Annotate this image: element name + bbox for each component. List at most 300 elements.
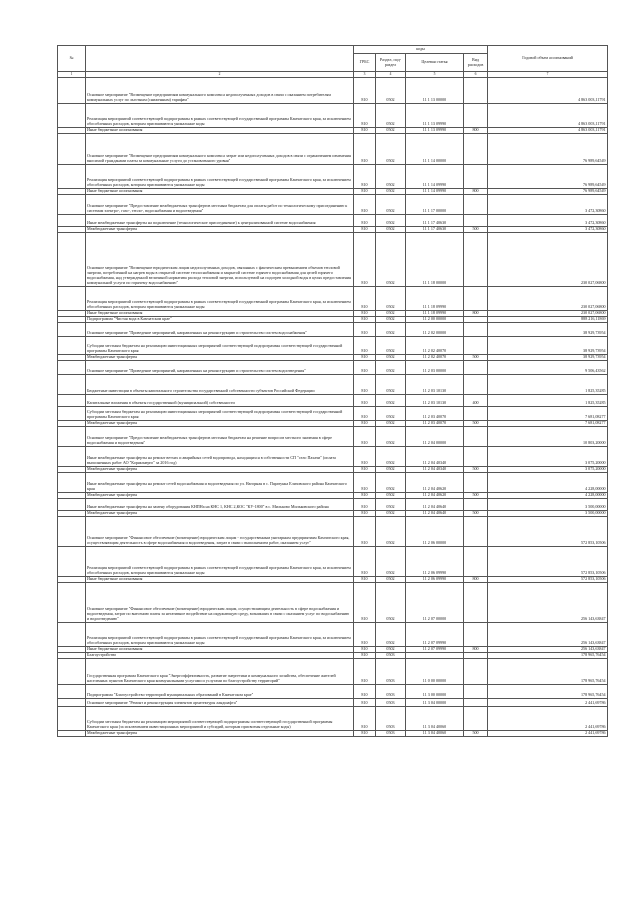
row-name-cell: Основное мероприятие "Возмещение предприятиям коммунального комплекса недополученных доходов в связи с оказанием потребителям коммунальных услуг по льготным (сниженным) тарифам" [86,78,354,104]
table-row [58,233,608,287]
row-target-cell: 11 1 13 00000 [406,78,464,104]
row-exp-type-cell [464,323,488,337]
row-name-cell: Иные бюджетные ассигнования [86,577,354,583]
row-target-cell: 11 2 03 10130 [406,395,464,407]
row-name-cell: Межбюджетные трансферты [86,511,354,517]
row-sum-cell: 1 825,35285 [488,375,608,395]
row-section-cell: 0502 [376,128,406,134]
row-section-cell: 0502 [376,407,406,421]
row-number-cell [58,287,86,311]
table-row [58,447,608,467]
row-section-cell: 0502 [376,421,406,427]
row-target-cell: 11 2 00 00000 [406,317,464,323]
row-number-cell [58,707,86,731]
row-exp-type-cell [464,473,488,493]
row-number-cell [58,685,86,699]
table-row [58,134,608,165]
row-name-cell: Подпрограмма "Благоустройство территорий муниципальных образований в Камчатском крае" [86,685,354,699]
row-section-cell: 0503 [376,653,406,659]
row-number-cell [58,447,86,467]
row-name-cell: Межбюджетные трансферты [86,421,354,427]
table-header [58,46,608,78]
row-grbs-cell: 810 [354,78,376,104]
row-grbs-cell: 810 [354,128,376,134]
row-name-cell: Иные межбюджетные трансферты на ремонт ветхих и аварийных сетей водопровода, находящихся в собственности СП "село Пахачи" (оплата выполненных работ АО "Корякэнерго" за 2016 год) [86,447,354,467]
row-exp-type-cell: 500 [464,421,488,427]
row-exp-type-cell [464,685,488,699]
row-sum-cell: 4 228,00000 [488,473,608,493]
row-exp-type-cell: 800 [464,577,488,583]
row-number-cell [58,134,86,165]
row-grbs-cell: 810 [354,707,376,731]
row-exp-type-cell [464,375,488,395]
row-sum-cell: 76 989,64549 [488,165,608,189]
row-target-cell: 11 2 02 40070 [406,337,464,355]
row-target-cell: 11 2 04 00000 [406,427,464,447]
row-name-cell: Государственная программа Камчатского края "Энергоэффективность, развитие энергетики и коммунального хозяйства, обеспечение жителей населенных пунктов Камчатского края коммунальными услугами и услугами по благоустройству территорий" [86,659,354,685]
row-exp-type-cell [464,583,488,623]
table-row [58,499,608,511]
row-sum-cell: 7 681,08277 [488,421,608,427]
table-row [58,361,608,375]
row-sum-cell: 230 027,06800 [488,233,608,287]
row-grbs-cell: 810 [354,361,376,375]
row-number-cell [58,499,86,511]
row-exp-type-cell [464,547,488,577]
row-section-cell: 0502 [376,427,406,447]
row-exp-type-cell [464,215,488,227]
row-grbs-cell: 810 [354,215,376,227]
row-name-cell: Основное мероприятие "Возмещение юридическим лицам недополученных доходов, связанных с фактическим превышением объемов тепловой энергии, потребленной на нагрев воды в открытой системе теплоснабжения и закрытой системе горячего водоснабжения для целей горячего водоснабжения, над утвержденной величиной норматива расхода тепловой энергии, используемой на подогрев холодной воды в целях предоставления коммунальной услуги по горячему водоснабжению" [86,233,354,287]
row-sum-cell: 572 853,10506 [488,547,608,577]
row-section-cell: 0502 [376,583,406,623]
row-number-cell [58,659,86,685]
header-num-4: 4 [376,72,406,78]
budget-table [57,45,608,737]
row-number-cell [58,78,86,104]
row-exp-type-cell: 500 [464,493,488,499]
row-target-cell: 11 3 04 40060 [406,707,464,731]
row-grbs-cell: 810 [354,395,376,407]
row-grbs-cell: 810 [354,699,376,707]
row-sum-cell: 4 228,00000 [488,493,608,499]
table-row [58,215,608,227]
row-name-cell: Благоустройство [86,653,354,659]
table-row [58,659,608,685]
row-target-cell: 11 1 17 40630 [406,215,464,227]
table-row [58,427,608,447]
row-grbs-cell: 810 [354,659,376,685]
row-sum-cell: 256 143,63847 [488,623,608,647]
row-target-cell: 11 2 07 09990 [406,623,464,647]
row-sum-cell: 2 441,69786 [488,731,608,737]
row-grbs-cell: 810 [354,511,376,517]
row-section-cell: 0502 [376,215,406,227]
row-name-cell: Подпрограмма "Чистая вода в Камчатском крае" [86,317,354,323]
row-grbs-cell: 810 [354,233,376,287]
row-section-cell: 0502 [376,493,406,499]
row-section-cell: 0502 [376,195,406,215]
row-sum-cell: 230 027,06800 [488,287,608,311]
row-number-cell [58,215,86,227]
row-target-cell: 11 2 04 40340 [406,467,464,473]
row-grbs-cell: 810 [354,323,376,337]
row-sum-cell: 3 500,00000 [488,511,608,517]
row-target-cell: 11 2 04 40640 [406,511,464,517]
row-exp-type-cell: 500 [464,355,488,361]
row-exp-type-cell: 400 [464,395,488,407]
row-name-cell: Межбюджетные трансферты [86,227,354,233]
table-row [58,707,608,731]
row-name-cell: Основное мероприятие "Финансовое обеспечение (возмещение) юридическим лицам, осуществляющим деятельность в сфере водоснабжения и водоотведения, затрат по внесению платы за негативное воздействие на окружающую среду, возникших в связи с оказанием услуг по водоснабжению и водоотведению" [86,583,354,623]
row-exp-type-cell: 500 [464,467,488,473]
row-number-cell [58,473,86,493]
row-target-cell: 11 2 04 40340 [406,447,464,467]
table-row [58,104,608,128]
row-grbs-cell: 810 [354,421,376,427]
row-exp-type-cell [464,337,488,355]
row-sum-cell: 1 825,35285 [488,395,608,407]
row-target-cell: 11 2 04 40620 [406,473,464,493]
row-target-cell: 11 3 04 40060 [406,731,464,737]
row-name-cell: Реализация мероприятий соответствующей подпрограммы в рамках соответствующей государственной программы Камчатского края, за исключением обособленных расходов, которым присваиваются уникальные коды [86,287,354,311]
row-target-cell: 11 2 03 40070 [406,407,464,421]
header-codes: коды [354,46,488,54]
table-row [58,165,608,189]
table-row [58,623,608,647]
row-grbs-cell: 810 [354,647,376,653]
row-number-cell [58,165,86,189]
table-row [58,195,608,215]
row-target-cell: 11 1 18 09990 [406,311,464,317]
table-row [58,547,608,577]
row-grbs-cell: 810 [354,427,376,447]
row-sum-cell: 3 472,30860 [488,215,608,227]
row-name-cell: Капитальные вложения в объекты государственной (муниципальной) собственности [86,395,354,407]
row-target-cell: 11 2 07 09990 [406,647,464,653]
row-name-cell: Субсидии местным бюджетам на реализацию инвестиционных мероприятий соответствующей подпрограммы соответствующей государственной программы Камчатского края [86,337,354,355]
table-row [58,375,608,395]
row-name-cell: Основное мероприятие "Предоставление межбюджетных трансфертов местным бюджетам для оплаты работ по технологическому присоединению к системам электро-, газо-, тепло-, водоснабжения и водоотведения" [86,195,354,215]
header-num-7: 7 [488,72,608,78]
row-name-cell: Иные бюджетные ассигнования [86,128,354,134]
row-exp-type-cell [464,287,488,311]
row-number-cell [58,623,86,647]
row-exp-type-cell [464,104,488,128]
row-name-cell: Субсидии местным бюджетам на реализацию инвестиционных мероприятий соответствующей подпрограммы соответствующей государственной программы Камчатского края [86,407,354,421]
row-number-cell [58,517,86,547]
row-section-cell: 0502 [376,227,406,233]
row-name-cell: Основное мероприятие "Проведение мероприятий, направленных на реконструкцию и строительство систем водоснабжения" [86,323,354,337]
row-grbs-cell: 810 [354,104,376,128]
row-name-cell: Реализация мероприятий соответствующей подпрограммы в рамках соответствующей государственной программы Камчатского края, за исключением обособленных расходов, которым присваиваются уникальные коды [86,623,354,647]
row-grbs-cell: 810 [354,653,376,659]
row-name-cell: Основное мероприятие "Финансовое обеспечение (возмещение) юридическим лицам - государственным унитарным предприятиям Камчатского края, осуществляющим деятельность в сфере водоснабжения и водоотведения, затрат в связи с выполнением работ, оказанием услуг" [86,517,354,547]
row-section-cell: 0502 [376,361,406,375]
row-number-cell [58,323,86,337]
row-grbs-cell: 810 [354,447,376,467]
header-num-3: 3 [354,72,376,78]
row-section-cell: 0502 [376,647,406,653]
row-target-cell: 11 2 04 40640 [406,499,464,511]
row-exp-type-cell [464,78,488,104]
table-row [58,731,608,737]
row-sum-cell: 256 143,63847 [488,647,608,653]
row-section-cell: 0502 [376,473,406,493]
row-exp-type-cell [464,517,488,547]
row-name-cell: Иные бюджетные ассигнования [86,189,354,195]
row-grbs-cell: 810 [354,577,376,583]
row-name-cell: Основное мероприятие "Предоставление межбюджетных трансфертов местным бюджетам на решение вопросов местного значения в сфере водоснабжения и водоотведения" [86,427,354,447]
row-exp-type-cell [464,623,488,647]
row-exp-type-cell [464,659,488,685]
row-name-cell: Иные бюджетные ассигнования [86,647,354,653]
header-name [86,46,354,72]
row-name-cell: Бюджетные инвестиции в объекты капитального строительства государственной собственности субъектов Российской Федерации [86,375,354,395]
row-section-cell: 0503 [376,731,406,737]
row-section-cell: 0502 [376,311,406,317]
row-name-cell: Реализация мероприятий соответствующей подпрограммы в рамках соответствующей государственной программы Камчатского края, за исключением обособленных расходов, которым присваиваются уникальные коды [86,165,354,189]
row-section-cell: 0502 [376,233,406,287]
table-row [58,473,608,493]
row-exp-type-cell: 500 [464,511,488,517]
row-exp-type-cell [464,447,488,467]
header-grbs: ГРБС [354,54,376,72]
row-section-cell: 0502 [376,78,406,104]
budget-document [57,45,607,737]
row-name-cell: Субсидии местным бюджетам на реализацию мероприятий соответствующей подпрограммы соответствующей государственной программы Камчатского края (за исключением инвестиционных мероприятий и субсидий, которым присвоены отдельные коды) [86,707,354,731]
row-grbs-cell: 810 [354,493,376,499]
row-grbs-cell: 810 [354,731,376,737]
row-target-cell: 11 1 13 09990 [406,128,464,134]
row-grbs-cell: 810 [354,311,376,317]
table-row [58,517,608,547]
row-number-cell [58,395,86,407]
row-exp-type-cell [464,707,488,731]
row-section-cell: 0502 [376,337,406,355]
row-target-cell: 11 2 03 40070 [406,421,464,427]
row-sum-cell: 2 441,69786 [488,707,608,731]
row-grbs-cell: 810 [354,355,376,361]
row-section-cell: 0502 [376,317,406,323]
header-num-2: 2 [86,72,354,78]
row-grbs-cell: 810 [354,195,376,215]
row-section-cell: 0502 [376,623,406,647]
row-number-cell [58,361,86,375]
row-number-cell [58,699,86,707]
header-num-5: 5 [406,72,464,78]
header-section: Раздел, под-раздел [376,54,406,72]
row-section-cell: 0502 [376,287,406,311]
header-num-1: 1 [58,72,86,78]
row-target-cell: 11 3 00 00000 [406,685,464,699]
row-grbs-cell: 810 [354,287,376,311]
header-exp-type: Вид расходов [464,54,488,72]
row-sum-cell: 2 441,69786 [488,699,608,707]
row-target-cell: 11 1 14 00000 [406,134,464,165]
row-exp-type-cell: 500 [464,731,488,737]
row-grbs-cell: 810 [354,317,376,323]
row-name-cell: Реализация мероприятий соответствующей подпрограммы в рамках соответствующей государственной программы Камчатского края, за исключением обособленных расходов, которым присваиваются уникальные коды [86,547,354,577]
row-number-cell [58,547,86,577]
row-target-cell: 11 2 02 00000 [406,323,464,337]
row-target-cell: 11 2 03 00000 [406,361,464,375]
row-section-cell: 0502 [376,375,406,395]
row-grbs-cell: 810 [354,623,376,647]
row-target-cell: 11 2 04 40620 [406,493,464,499]
row-section-cell: 0502 [376,577,406,583]
row-grbs-cell: 810 [354,337,376,355]
row-exp-type-cell [464,134,488,165]
table-row [58,337,608,355]
row-sum-cell: 178 965,76454 [488,685,608,699]
row-sum-cell: 888 216,11869 [488,317,608,323]
row-sum-cell: 76 989,64549 [488,134,608,165]
row-exp-type-cell: 800 [464,189,488,195]
row-grbs-cell: 810 [354,517,376,547]
row-target-cell: 11 2 06 09990 [406,547,464,577]
row-sum-cell: 572 853,10506 [488,577,608,583]
row-number-cell [58,233,86,287]
row-sum-cell: 3 075,20000 [488,447,608,467]
table-row [58,685,608,699]
row-sum-cell: 3 075,20000 [488,467,608,473]
row-exp-type-cell [464,195,488,215]
row-exp-type-cell: 800 [464,647,488,653]
table-row [58,583,608,623]
row-grbs-cell: 810 [354,473,376,493]
row-sum-cell: 3 472,30860 [488,195,608,215]
row-grbs-cell: 810 [354,165,376,189]
row-number-cell [58,195,86,215]
row-sum-cell: 4 863 003,11791 [488,104,608,128]
row-grbs-cell: 810 [354,227,376,233]
row-target-cell: 11 1 14 09990 [406,189,464,195]
row-target-cell: 11 1 18 09990 [406,287,464,311]
row-number-cell [58,731,86,737]
row-sum-cell: 572 853,10506 [488,517,608,547]
row-target-cell: 11 2 06 00000 [406,517,464,547]
row-number-cell [58,104,86,128]
row-section-cell: 0502 [376,467,406,473]
row-sum-cell: 178 965,76454 [488,659,608,685]
row-number-cell [58,337,86,355]
row-exp-type-cell [464,361,488,375]
row-target-cell: 11 2 06 09990 [406,577,464,583]
row-name-cell: Реализация мероприятий соответствующей подпрограммы в рамках соответствующей государственной программы Камчатского края, за исключением обособленных расходов, которым присваиваются уникальные коды [86,104,354,128]
row-name-cell: Основное мероприятие "Возмещение предприятиям коммунального комплекса затрат или недополученных доходов в связи с ограничением изменения вносимой гражданами платы за коммунальные услуги до установленного уровня" [86,134,354,165]
row-grbs-cell: 810 [354,407,376,421]
row-exp-type-cell [464,427,488,447]
row-grbs-cell: 810 [354,499,376,511]
table-row [58,323,608,337]
row-sum-cell: 230 027,06800 [488,311,608,317]
row-number-cell [58,583,86,623]
row-sum-cell: 10 803,20000 [488,427,608,447]
row-section-cell: 0503 [376,659,406,685]
row-section-cell: 0502 [376,104,406,128]
row-grbs-cell: 810 [354,467,376,473]
row-exp-type-cell [464,233,488,287]
row-name-cell: Иные межбюджетные трансферты на ремонт сетей водоснабжения и водоотведения по ул. Нагорная в с. Паратунка Елизовского района Камчатского края [86,473,354,493]
header-number: № [58,46,86,72]
row-section-cell: 0502 [376,447,406,467]
row-sum-cell: 4 863 003,11791 [488,78,608,104]
row-name-cell: Основное мероприятие "Ремонт и реконструкция элементов архитектуры ландшафта" [86,699,354,707]
header-target: Целевая статья [406,54,464,72]
row-name-cell: Основное мероприятие "Проведение мероприятий, направленных на реконструкцию и строительство систем водоотведения" [86,361,354,375]
row-section-cell: 0502 [376,499,406,511]
row-exp-type-cell [464,699,488,707]
row-section-cell: 0502 [376,511,406,517]
row-target-cell: 11 1 17 00000 [406,195,464,215]
header-sum: Годовой объем ассигнований [488,46,608,72]
row-sum-cell: 7 681,08277 [488,407,608,421]
row-section-cell: 0503 [376,685,406,699]
row-target-cell: 11 2 02 40070 [406,355,464,361]
table-body [58,78,608,737]
row-exp-type-cell [464,407,488,421]
table-row [58,78,608,104]
row-number-cell [58,407,86,421]
row-grbs-cell: 810 [354,685,376,699]
row-target-cell: 11 3 04 00000 [406,699,464,707]
row-sum-cell: 9 506,43562 [488,361,608,375]
row-target-cell: 11 1 17 40630 [406,227,464,233]
row-target-cell: 11 1 18 00000 [406,233,464,287]
row-name-cell: Межбюджетные трансферты [86,731,354,737]
row-name-cell: Межбюджетные трансферты [86,467,354,473]
row-section-cell: 0502 [376,517,406,547]
row-name-cell: Иные бюджетные ассигнования [86,311,354,317]
row-grbs-cell: 810 [354,134,376,165]
row-name-cell: Иные межбюджетные трансферты на подключение (технологическое присоединение) к централизованной системе водоснабжения [86,215,354,227]
table-row [58,287,608,311]
row-sum-cell: 256 143,63847 [488,583,608,623]
row-number-cell [58,427,86,447]
row-section-cell: 0502 [376,134,406,165]
row-grbs-cell: 810 [354,189,376,195]
row-sum-cell: 178 965,76454 [488,653,608,659]
row-exp-type-cell: 500 [464,227,488,233]
row-section-cell: 0502 [376,323,406,337]
header-num-6: 6 [464,72,488,78]
row-name-cell: Межбюджетные трансферты [86,493,354,499]
row-exp-type-cell [464,165,488,189]
row-grbs-cell: 810 [354,547,376,577]
table-row [58,395,608,407]
row-sum-cell: 38 929,73954 [488,323,608,337]
row-exp-type-cell: 800 [464,311,488,317]
row-section-cell: 0502 [376,189,406,195]
row-name-cell: Межбюджетные трансферты [86,355,354,361]
row-sum-cell: 3 472,30860 [488,227,608,233]
row-sum-cell: 4 863 003,11791 [488,128,608,134]
table-row [58,407,608,421]
row-section-cell: 0502 [376,165,406,189]
row-section-cell: 0503 [376,699,406,707]
row-section-cell: 0502 [376,547,406,577]
table-row [58,699,608,707]
row-sum-cell: 38 929,73954 [488,355,608,361]
row-name-cell: Иные межбюджетные трансферты на замену оборудования КНПНа на КНС 1, КНС 2,КОС "КУ-1800" в с. Мильково Мильковского района [86,499,354,511]
row-section-cell: 0502 [376,355,406,361]
row-section-cell: 0503 [376,707,406,731]
row-number-cell [58,375,86,395]
row-grbs-cell: 810 [354,375,376,395]
row-sum-cell: 76 989,64549 [488,189,608,195]
row-target-cell: 11 2 07 00000 [406,583,464,623]
